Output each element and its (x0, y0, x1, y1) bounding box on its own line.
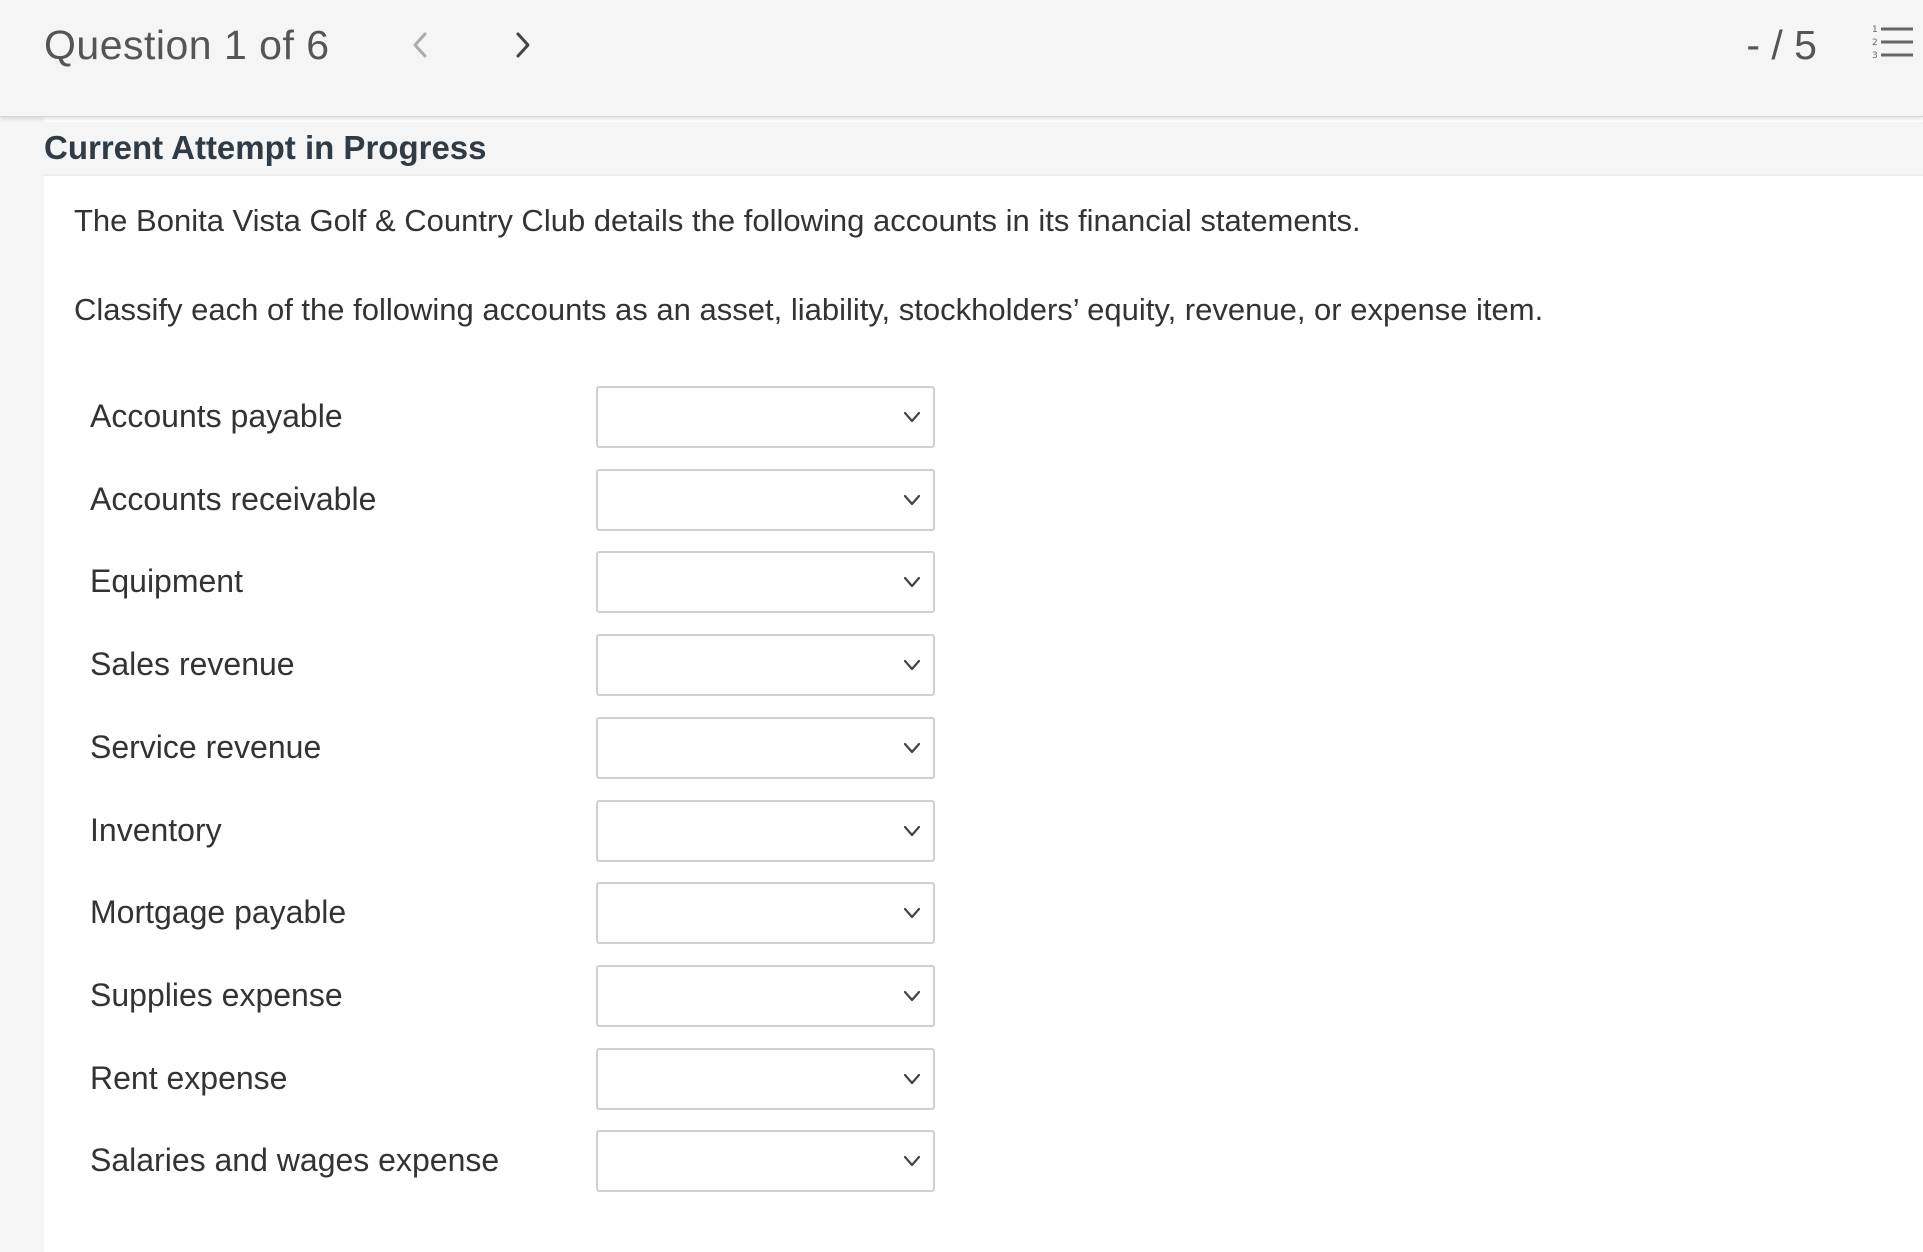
classification-row (90, 634, 950, 700)
chevron-down-icon (903, 906, 921, 920)
account-label: Equipment (90, 563, 243, 600)
chevron-down-icon (903, 1072, 921, 1086)
account-label: Supplies expense (90, 976, 343, 1013)
svg-text:2: 2 (1872, 38, 1878, 48)
next-question-button[interactable] (498, 20, 548, 70)
previous-question-button[interactable] (395, 20, 445, 70)
chevron-down-icon (903, 493, 921, 507)
chevron-down-icon (903, 824, 921, 838)
svg-text:3: 3 (1872, 51, 1878, 61)
classification-row (90, 1130, 950, 1196)
chevron-down-icon (903, 741, 921, 755)
classification-dropdown[interactable] (596, 386, 935, 448)
chevron-left-icon (410, 30, 430, 60)
classification-dropdown[interactable] (596, 717, 935, 779)
question-content (44, 116, 1923, 1252)
classification-dropdown[interactable] (596, 1048, 935, 1110)
classification-dropdown[interactable] (596, 965, 935, 1027)
classification-row (90, 1048, 950, 1114)
score-display: - / 5 (1746, 22, 1817, 68)
chevron-down-icon (903, 658, 921, 672)
question-instruction: Classify each of the following accounts as an asset, liability, stockholders’ equity, revenue, or expense item. (74, 292, 1544, 327)
chevron-down-icon (903, 989, 921, 1003)
classification-row (90, 882, 950, 948)
attempt-banner-text: Current Attempt in Progress (44, 129, 487, 166)
account-label: Rent expense (90, 1059, 288, 1096)
classification-row (90, 551, 950, 617)
account-label: Accounts payable (90, 398, 343, 434)
classification-dropdown[interactable] (596, 1130, 935, 1192)
classification-dropdown[interactable] (596, 882, 935, 944)
attempt-banner (44, 122, 1923, 176)
question-intro: The Bonita Vista Golf & Country Club details the following accounts in its financial statements. (74, 203, 1361, 238)
question-list-button[interactable] (1871, 22, 1919, 70)
svg-text:1: 1 (1872, 25, 1878, 35)
question-title: Question 1 of 6 (44, 22, 330, 68)
classification-row (90, 717, 950, 783)
chevron-down-icon (903, 410, 921, 424)
account-label: Mortgage payable (90, 894, 347, 931)
chevron-down-icon (903, 1154, 921, 1168)
account-label: Salaries and wages expense (90, 1142, 500, 1179)
classification-row (90, 469, 950, 535)
classification-row (90, 386, 950, 452)
classification-dropdown[interactable] (596, 469, 935, 531)
account-label: Sales revenue (90, 646, 295, 683)
account-label: Accounts receivable (90, 480, 377, 517)
account-label: Inventory (90, 811, 222, 848)
classification-dropdown[interactable] (596, 634, 935, 696)
account-label: Service revenue (90, 728, 322, 765)
classification-row (90, 800, 950, 866)
chevron-down-icon (903, 575, 921, 589)
classification-row (90, 965, 950, 1031)
question-header (0, 0, 1923, 117)
classification-dropdown[interactable] (596, 551, 935, 613)
classification-dropdown[interactable] (596, 800, 935, 862)
chevron-right-icon (513, 30, 533, 60)
numbered-list-icon (1871, 22, 1915, 62)
